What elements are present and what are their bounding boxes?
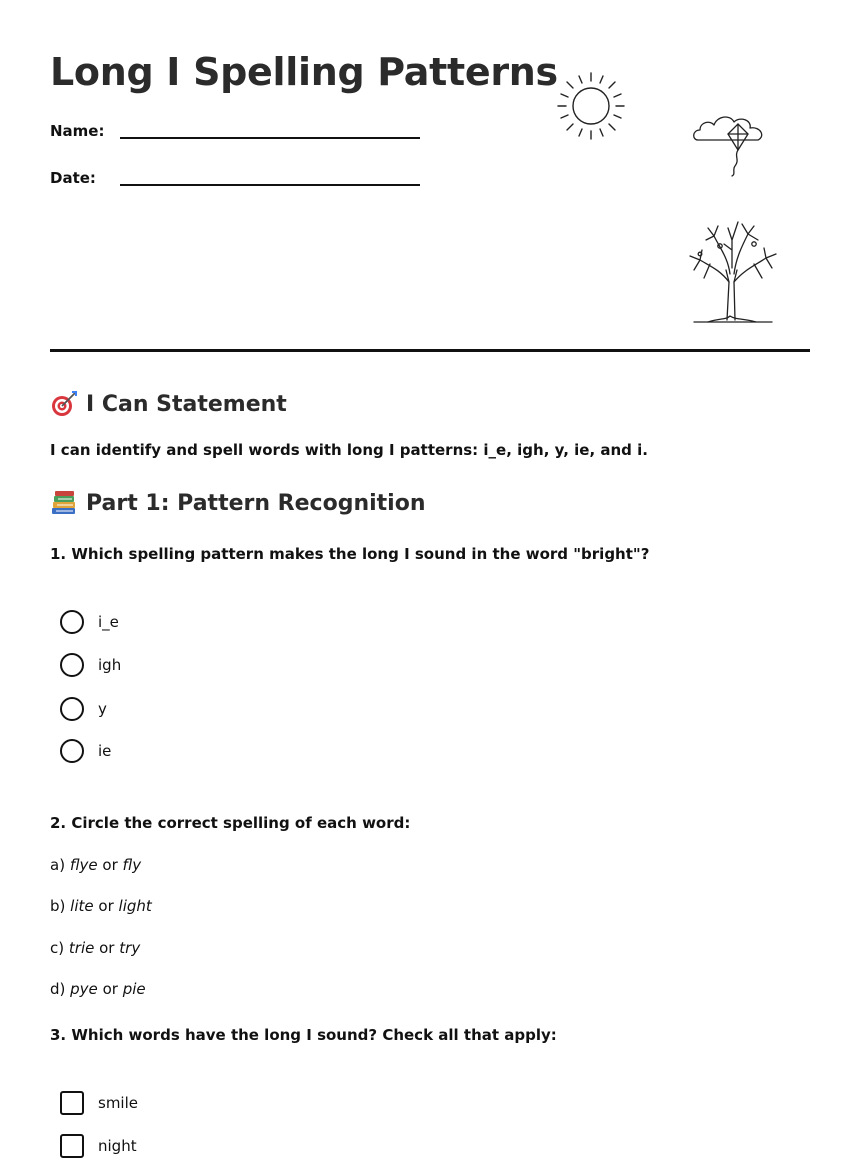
q1-option-1[interactable] bbox=[60, 652, 121, 678]
section-heading-i-can bbox=[50, 390, 287, 418]
date-input[interactable] bbox=[120, 166, 424, 184]
choice-word[interactable]: pie bbox=[122, 980, 146, 998]
option-label: y bbox=[98, 700, 107, 718]
q2-item-b bbox=[50, 897, 152, 915]
books-icon bbox=[50, 489, 78, 517]
name-line bbox=[120, 137, 420, 139]
checkbox[interactable] bbox=[60, 1134, 84, 1158]
item-letter: a) bbox=[50, 856, 66, 874]
section-heading-part1-text: Part 1: Pattern Recognition bbox=[86, 490, 426, 516]
choice-word[interactable]: trie bbox=[68, 939, 95, 957]
option-label: igh bbox=[98, 656, 122, 674]
q2-item-a bbox=[50, 856, 141, 874]
item-letter: b) bbox=[50, 897, 66, 915]
question-3-prompt: 3. Which words have the long I sound? Check all that apply: bbox=[50, 1026, 557, 1044]
date-line bbox=[120, 184, 420, 186]
page-title: Long I Spelling Patterns bbox=[50, 50, 558, 94]
date-field-row bbox=[50, 169, 430, 199]
radio-button[interactable] bbox=[60, 739, 84, 763]
q3-option-1[interactable] bbox=[60, 1133, 137, 1159]
sun-icon bbox=[555, 70, 635, 142]
q1-option-2[interactable] bbox=[60, 696, 107, 722]
option-label: i_e bbox=[98, 613, 119, 631]
worksheet-page bbox=[50, 0, 810, 1161]
q1-option-0[interactable] bbox=[60, 609, 119, 635]
q3-option-0[interactable] bbox=[60, 1090, 138, 1116]
option-label: smile bbox=[98, 1094, 138, 1112]
question-1-prompt: 1. Which spelling pattern makes the long I sound in the word "bright"? bbox=[50, 545, 650, 563]
item-letter: c) bbox=[50, 939, 65, 957]
section-heading-part1 bbox=[50, 489, 425, 517]
name-field-row bbox=[50, 122, 430, 152]
q1-option-3[interactable] bbox=[60, 738, 111, 764]
choice-word[interactable]: try bbox=[119, 939, 141, 957]
choice-word[interactable]: light bbox=[118, 897, 152, 915]
item-letter: d) bbox=[50, 980, 66, 998]
tree-icon bbox=[680, 210, 785, 325]
radio-button[interactable] bbox=[60, 697, 84, 721]
choice-word[interactable]: lite bbox=[70, 897, 94, 915]
date-label: Date: bbox=[50, 169, 96, 187]
question-2-prompt: 2. Circle the correct spelling of each word: bbox=[50, 814, 411, 832]
kite-cloud-icon bbox=[690, 108, 772, 180]
or-text: or bbox=[102, 856, 118, 874]
option-label: ie bbox=[98, 742, 112, 760]
i-can-statement: I can identify and spell words with long I patterns: i_e, igh, y, ie, and i. bbox=[50, 441, 648, 459]
radio-button[interactable] bbox=[60, 610, 84, 634]
or-text: or bbox=[98, 897, 114, 915]
choice-word[interactable]: flye bbox=[69, 856, 98, 874]
or-text: or bbox=[99, 939, 115, 957]
q2-item-d bbox=[50, 980, 146, 998]
choice-word[interactable]: fly bbox=[122, 856, 142, 874]
radio-button[interactable] bbox=[60, 653, 84, 677]
name-input[interactable] bbox=[120, 119, 424, 137]
checkbox[interactable] bbox=[60, 1091, 84, 1115]
header-divider bbox=[50, 349, 810, 352]
option-label: night bbox=[98, 1137, 137, 1155]
or-text: or bbox=[102, 980, 118, 998]
section-heading-i-can-text: I Can Statement bbox=[86, 391, 287, 417]
choice-word[interactable]: pye bbox=[70, 980, 98, 998]
target-icon bbox=[50, 390, 78, 418]
name-label: Name: bbox=[50, 122, 105, 140]
q2-item-c bbox=[50, 939, 140, 957]
